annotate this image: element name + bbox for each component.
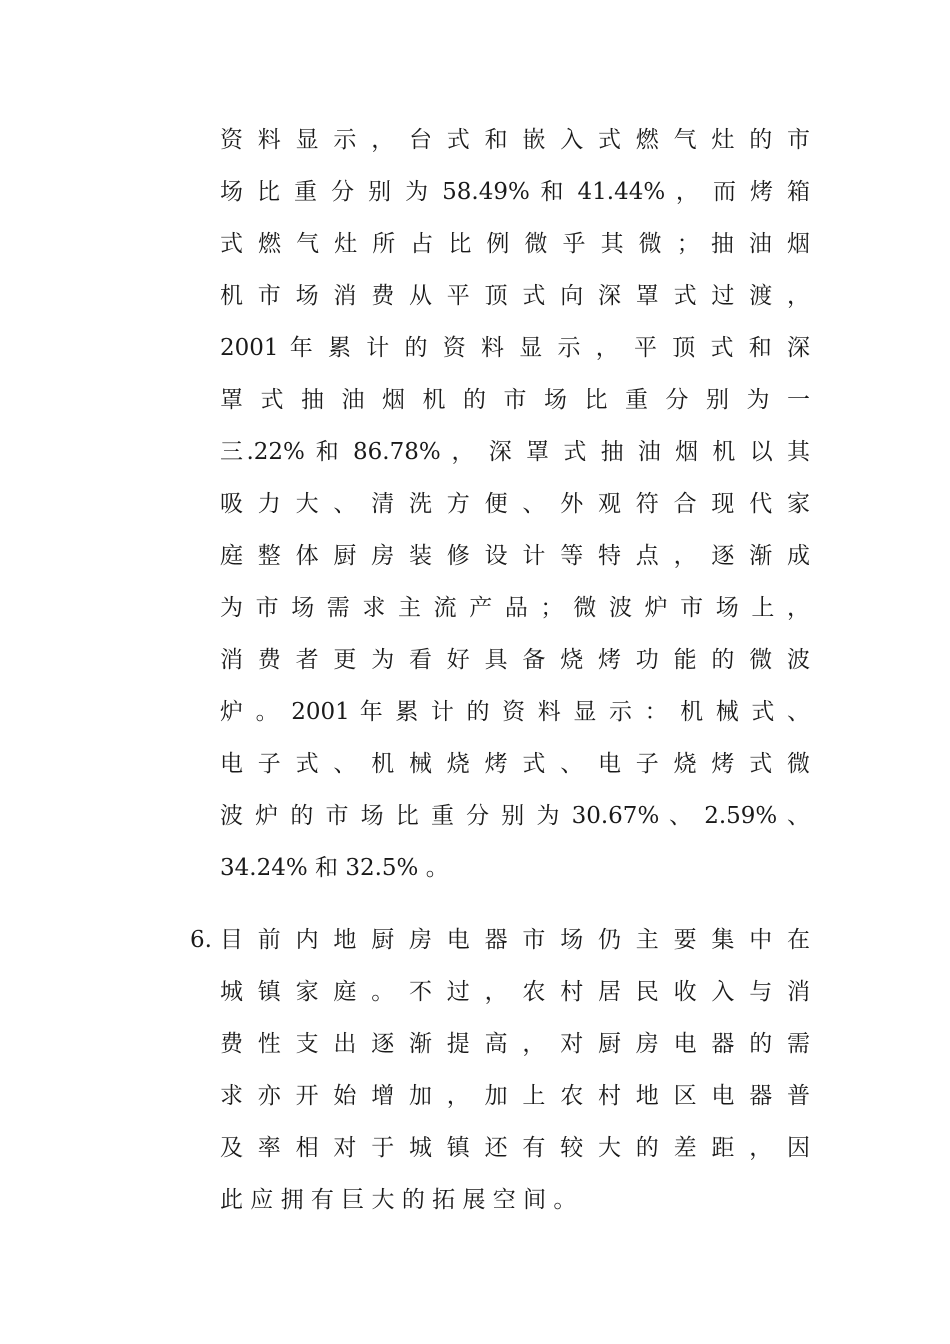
paragraph-line: 机 市 场 消 费 从 平 顶 式 向 深 罩 式 过 渡 ， [220, 283, 810, 309]
list-item-line: 及 率 相 对 于 城 镇 还 有 较 大 的 差 距 ， 因 [220, 1135, 810, 1161]
paragraph-line: 资 料 显 示 ， 台 式 和 嵌 入 式 燃 气 灶 的 市 [220, 127, 810, 153]
paragraph-line: 为 市 场 需 求 主 流 产 品 ； 微 波 炉 市 场 上 ， [220, 595, 810, 621]
list-item-number: 6. [190, 927, 212, 953]
list-item-line: 此 应 拥 有 巨 大 的 拓 展 空 间 。 [220, 1187, 577, 1213]
list-item-line: 费 性 支 出 逐 渐 提 高 ， 对 厨 房 电 器 的 需 [220, 1031, 810, 1057]
paragraph-line: 庭 整 体 厨 房 装 修 设 计 等 特 点 ， 逐 渐 成 [220, 543, 810, 569]
paragraph-line: 三.22% 和 86.78% ， 深 罩 式 抽 油 烟 机 以 其 [220, 439, 810, 465]
paragraph-line: 34.24% 和 32.5% 。 [220, 855, 449, 881]
list-item-line: 城 镇 家 庭 。 不 过 ， 农 村 居 民 收 入 与 消 [220, 979, 810, 1005]
paragraph-line: 电 子 式 、 机 械 烧 烤 式 、 电 子 烧 烤 式 微 [220, 751, 810, 777]
list-item-line: 求 亦 开 始 增 加 ， 加 上 农 村 地 区 电 器 普 [220, 1083, 810, 1109]
list-item-line: 目 前 内 地 厨 房 电 器 市 场 仍 主 要 集 中 在 [220, 927, 810, 953]
paragraph-line: 波 炉 的 市 场 比 重 分 别 为 30.67% 、 2.59% 、 [220, 803, 810, 829]
paragraph-line: 炉 。 2001 年 累 计 的 资 料 显 示 ： 机 械 式 、 [220, 699, 810, 725]
paragraph-line: 吸 力 大 、 清 洗 方 便 、 外 观 符 合 现 代 家 [220, 491, 810, 517]
paragraph-line: 场 比 重 分 别 为 58.49% 和 41.44% ， 而 烤 箱 [220, 179, 810, 205]
paragraph-line: 罩 式 抽 油 烟 机 的 市 场 比 重 分 别 为 一 [220, 387, 810, 413]
paragraph-line: 消 费 者 更 为 看 好 具 备 烧 烤 功 能 的 微 波 [220, 647, 810, 673]
paragraph-line: 式 燃 气 灶 所 占 比 例 微 乎 其 微 ； 抽 油 烟 [220, 231, 810, 257]
paragraph-line: 2001 年 累 计 的 资 料 显 示 ， 平 顶 式 和 深 [220, 335, 810, 361]
